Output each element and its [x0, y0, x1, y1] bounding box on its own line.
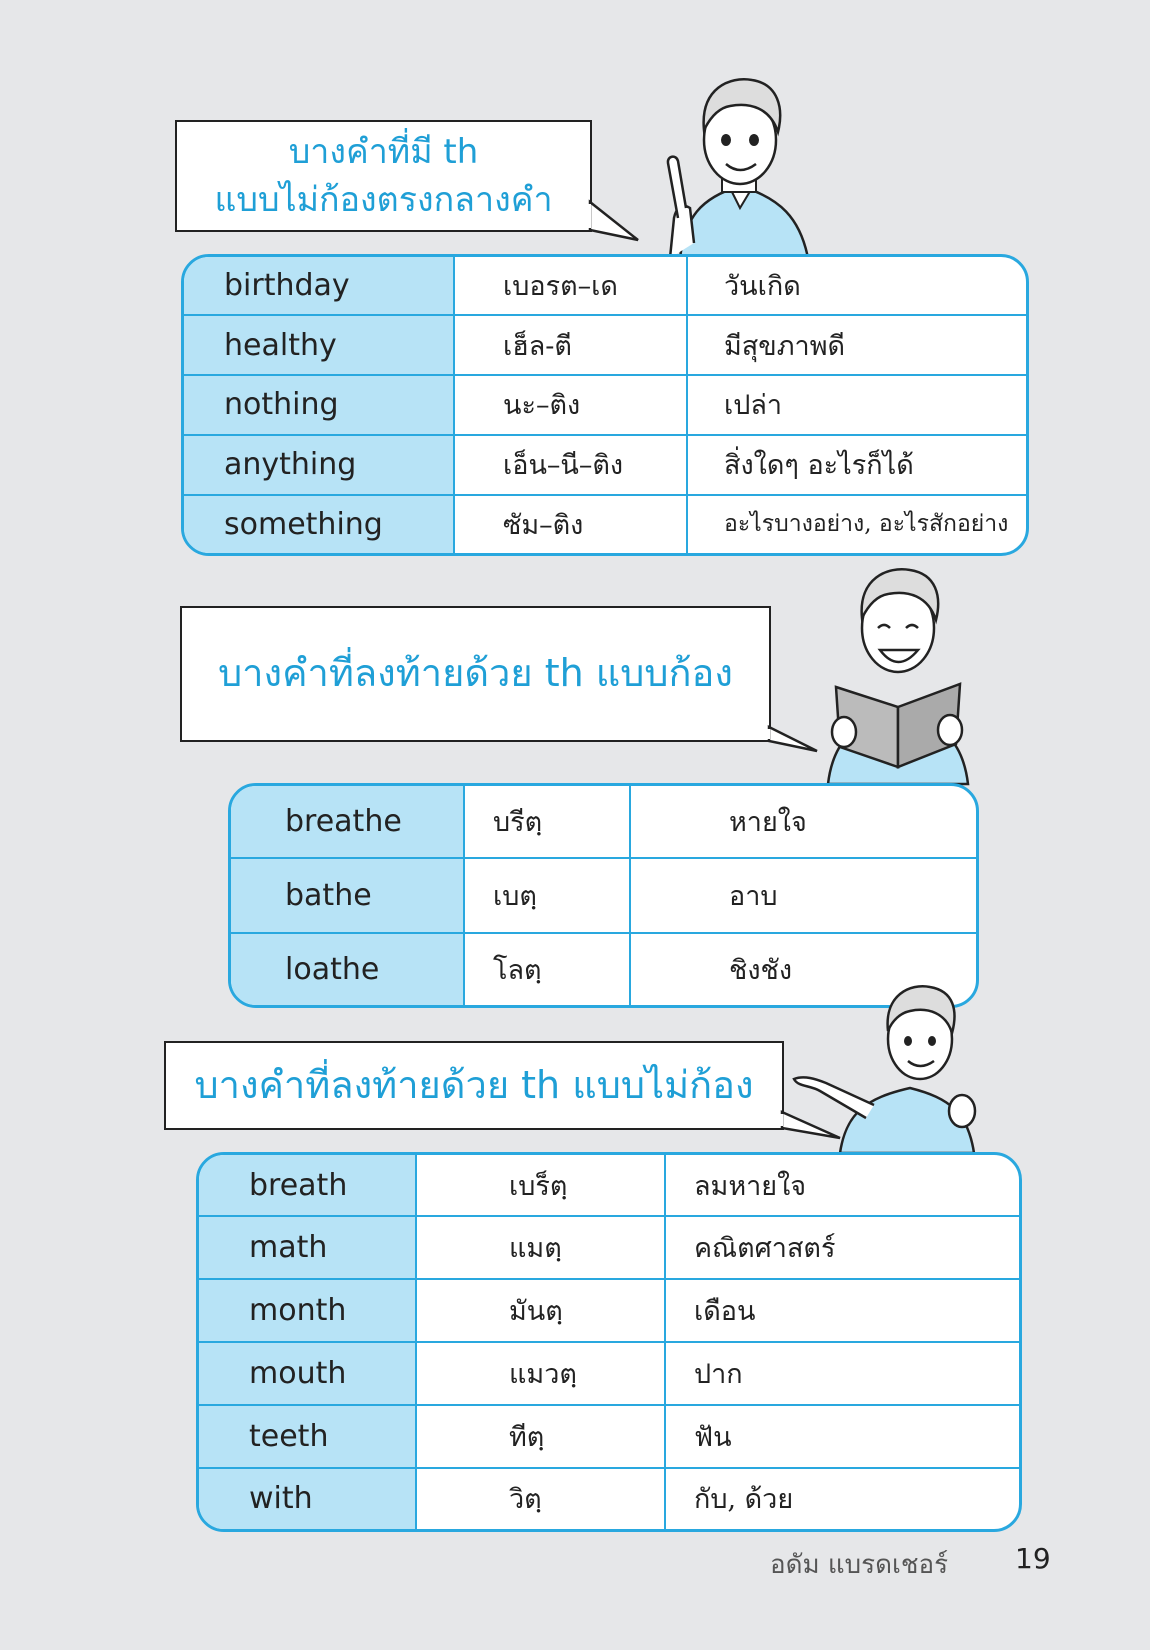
vocab-pronunciation: เอ็น–นี–ติง: [454, 435, 687, 495]
section-2-vocab-table: [228, 783, 979, 1008]
footer-author: อดัม แบรดเชอร์: [770, 1550, 949, 1580]
vocab-meaning: ปาก: [665, 1342, 1019, 1405]
table-row: [231, 786, 976, 858]
vocab-pronunciation: นะ–ติง: [454, 375, 687, 435]
vocab-meaning: ลมหายใจ: [665, 1155, 1019, 1216]
vocab-meaning: มีสุขภาพดี: [687, 315, 1026, 375]
vocab-word: nothing: [184, 375, 454, 435]
page-number: 19: [1015, 1542, 1051, 1575]
section-2-heading-line-1: บางคำที่ลงท้ายด้วย th แบบก้อง: [218, 651, 733, 695]
section-1-heading-line-2: แบบไม่ก้องตรงกลางคำ: [214, 180, 553, 220]
vocab-meaning: วันเกิด: [687, 257, 1026, 315]
man-gesturing-icon: [790, 983, 990, 1153]
vocab-meaning: อะไรบางอย่าง, อะไรสักอย่าง: [724, 511, 1009, 538]
table-row: [199, 1342, 1019, 1405]
vocab-word: month: [199, 1279, 416, 1342]
table-row: [184, 315, 1026, 375]
vocab-meaning: หายใจ: [630, 786, 976, 858]
vocab-pronunciation: ซัม–ติง: [454, 495, 687, 553]
man-pointing-icon: [660, 68, 820, 258]
man-reading-book-icon: [818, 562, 978, 784]
table-row: [184, 375, 1026, 435]
section-3-vocab-table: [196, 1152, 1022, 1532]
vocab-pronunciation: แมวตฺ: [416, 1342, 665, 1405]
section-1-heading-bubble: [175, 120, 592, 232]
vocab-meaning: เดือน: [665, 1279, 1019, 1342]
vocab-word: anything: [184, 435, 454, 495]
vocab-pronunciation: เบอรต–เด: [454, 257, 687, 315]
vocab-meaning: ชิงชัง: [729, 954, 793, 986]
vocab-pronunciation: ทีตฺ: [416, 1405, 665, 1468]
vocab-word: birthday: [184, 257, 454, 315]
table-row: [184, 495, 1026, 553]
vocab-meaning: อาบ: [630, 858, 976, 932]
vocab-word: breath: [199, 1155, 416, 1216]
vocab-word: bathe: [231, 858, 464, 932]
section-3-heading-bubble: [164, 1041, 784, 1130]
vocab-pronunciation: วิตฺ: [416, 1468, 665, 1529]
table-row: [231, 858, 976, 932]
vocab-pronunciation: เบร็ตฺ: [416, 1155, 665, 1216]
vocab-meaning: ฟัน: [665, 1405, 1019, 1468]
vocab-pronunciation: เบตฺ: [464, 858, 630, 932]
vocab-word: healthy: [184, 315, 454, 375]
vocab-meaning: คณิตศาสตร์: [665, 1216, 1019, 1279]
section-1-heading-line-1: บางคำที่มี th: [288, 132, 479, 172]
vocab-word: loathe: [231, 933, 464, 1005]
vocab-pronunciation: แมตฺ: [416, 1216, 665, 1279]
vocab-meaning: สิ่งใดๆ อะไรก็ได้: [687, 435, 1026, 495]
vocab-pronunciation: โลตฺ: [464, 933, 630, 1005]
vocab-word: math: [199, 1216, 416, 1279]
vocab-word: with: [199, 1468, 416, 1529]
section-1-bubble-tail: [588, 200, 648, 245]
table-row: [199, 1155, 1019, 1216]
vocab-word: mouth: [199, 1342, 416, 1405]
section-1-vocab-table: [181, 254, 1029, 556]
table-row: [199, 1216, 1019, 1279]
section-2-heading-bubble: [180, 606, 771, 742]
vocab-word: teeth: [199, 1405, 416, 1468]
table-row: [199, 1405, 1019, 1468]
vocab-word: something: [184, 495, 454, 553]
section-3-heading-line-1: บางคำที่ลงท้ายด้วย th แบบไม่ก้อง: [194, 1063, 754, 1107]
table-row: [199, 1468, 1019, 1529]
vocab-pronunciation: บรีตฺ: [464, 786, 630, 858]
vocab-pronunciation: เฮ็ล-ตี: [454, 315, 687, 375]
vocab-pronunciation: มันตฺ: [416, 1279, 665, 1342]
table-row: [199, 1279, 1019, 1342]
vocab-word: breathe: [231, 786, 464, 858]
vocab-meaning: เปล่า: [687, 375, 1026, 435]
table-row: [184, 435, 1026, 495]
vocab-meaning: กับ, ด้วย: [694, 1484, 794, 1516]
table-row: [184, 257, 1026, 315]
